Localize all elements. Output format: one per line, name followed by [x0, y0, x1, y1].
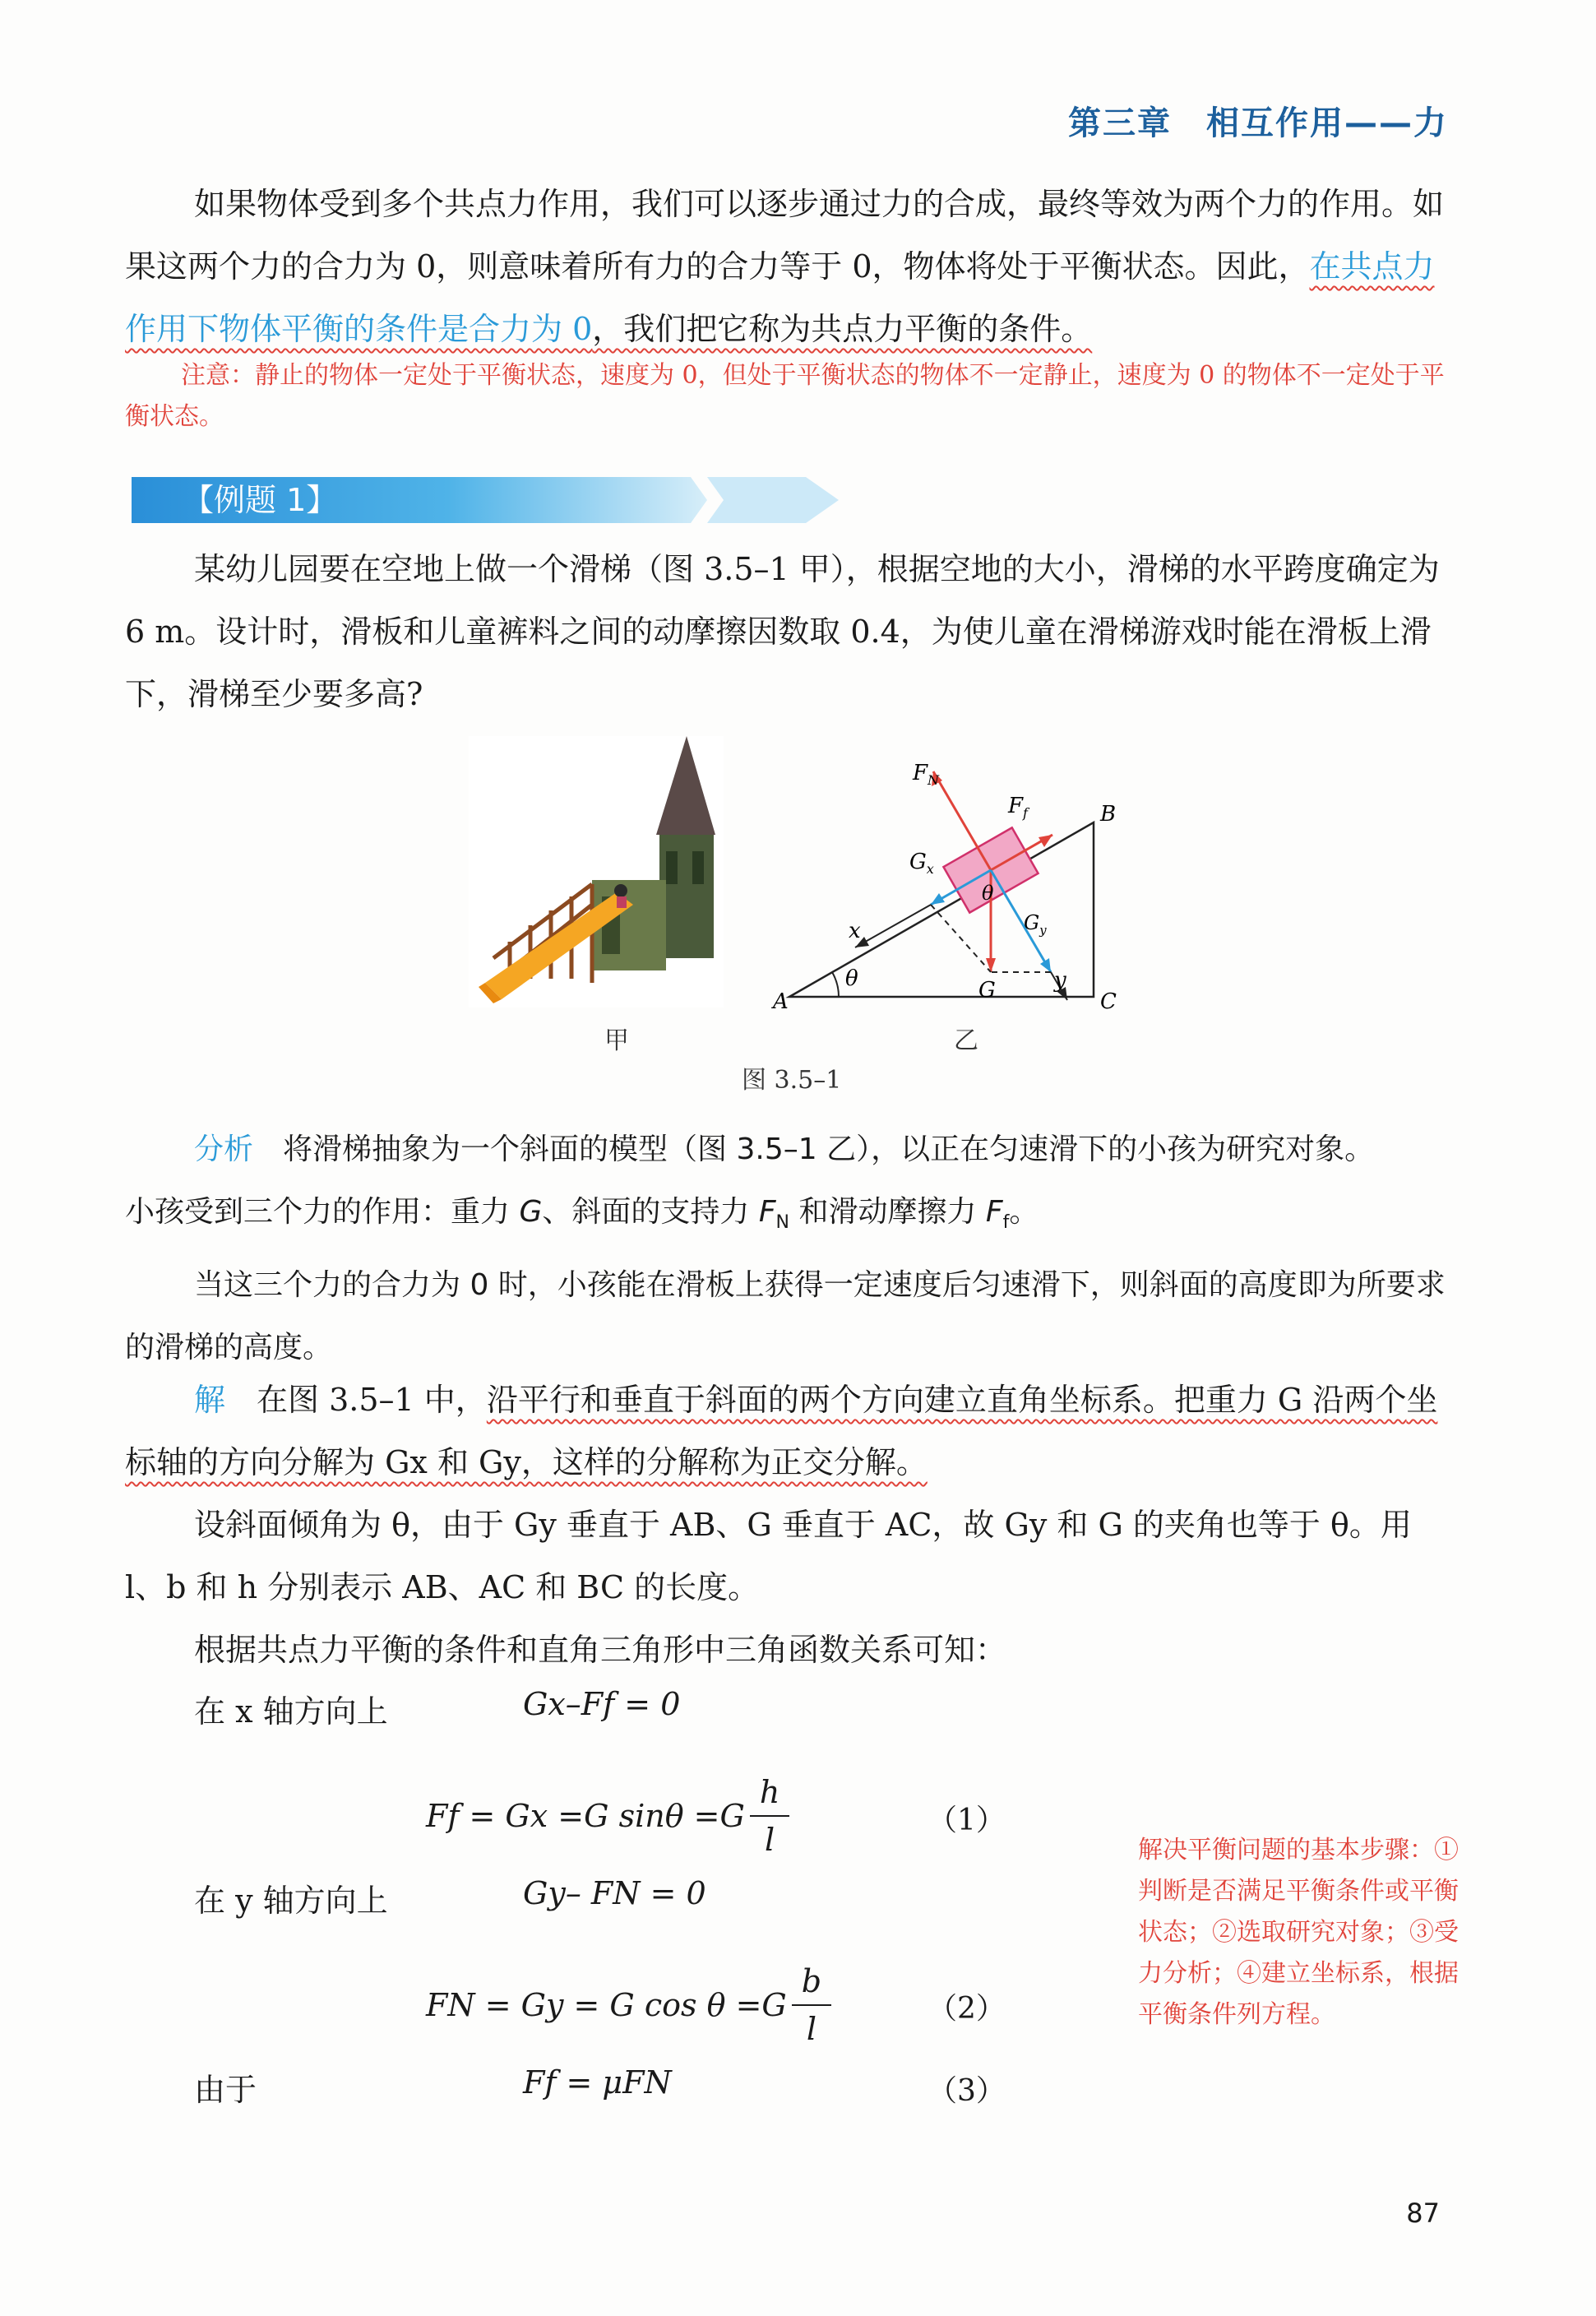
solution-s1-a: 在图 3.5–1 中， [257, 1382, 487, 1418]
label-FN: $F_N$ [913, 761, 940, 788]
since-label: 由于 [194, 2072, 257, 2108]
label-B: B [1100, 802, 1117, 827]
solution-s2: 设斜面倾角为 θ，由于 Gy 垂直于 AB、G 垂直于 AC，故 Gy 和 G 的夹角也等于 θ。用 l、b 和 h 分别表示 AB、AC 和 BC 的长度。 [125, 1507, 1412, 1605]
slide-photo [469, 736, 724, 1007]
analysis-keyword: 分析 [194, 1133, 254, 1166]
example-label: 【例题 1】 [183, 482, 338, 518]
figure-label-right: 乙 [954, 1026, 978, 1055]
solution-section [125, 1369, 1457, 1681]
equation-1: Ff = Gx =G sinθ =G $\frac{h}{l}$ [426, 1775, 789, 1857]
label-Gx: $G_x$ [909, 850, 934, 877]
intro-tail: ，我们把它称为共点力平衡的条件。 [592, 311, 1093, 347]
solution-s1-wavy2: 坐标轴的方向分解为 Gx 和 Gy，这样的分解称为正交分解。 [125, 1382, 1438, 1480]
example-banner [132, 477, 839, 523]
force-diagram [756, 757, 1135, 1020]
example-problem [125, 538, 1457, 725]
angle-arc [832, 972, 839, 997]
intro-text: 如果物体受到多个共点力作用，我们可以逐步通过力的合成，最终等效为两个力的作用。如果这两个力的合力为 0，则意味着所有力的合力等于 0，物体将处于平衡状态。因此， [125, 186, 1445, 285]
analysis-p3: 当这三个力的合力为 0 时，小孩能在滑板上获得一定速度后匀速滑下，则斜面的高度即为所要求的滑梯的高度。 [125, 1268, 1446, 1365]
x-axis-label: 在 x 轴方向上 [194, 1693, 388, 1730]
label-theta-angle: θ [845, 966, 858, 991]
label-y-axis: y [1054, 968, 1066, 993]
analysis-section [125, 1119, 1457, 1379]
page-number: 87 [1406, 2198, 1440, 2229]
example-problem-text: 某幼儿园要在空地上做一个滑梯（图 3.5–1 甲），根据空地的大小，滑梯的水平跨度确定为 6 m。设计时，滑板和儿童裤料之间的动摩擦因数取 0.4，为使儿童在滑梯游戏时能在滑板上滑下，滑梯至少要多高? [125, 551, 1440, 712]
equation-3-number: （3） [928, 2074, 1006, 2108]
equation-3: Ff = μFN [523, 2064, 672, 2101]
chapter-header: 第三章 相互作用——力 [1068, 104, 1448, 142]
y-axis-equation: Gy– FN = 0 [523, 1875, 706, 1911]
figure-caption: 图 3.5–1 [742, 1066, 842, 1095]
equation-2-number: （2） [928, 1992, 1006, 2026]
analysis-p2: 小孩受到三个力的作用：重力 G、斜面的支持力 $F_N$ 和滑动摩擦力 $F_f$。 [125, 1195, 1039, 1234]
solution-keyword: 解 [194, 1382, 226, 1418]
equation-2-fraction: $\frac{b}{l}$ [792, 1963, 831, 2047]
intro-paragraph [125, 173, 1457, 360]
x-axis-equation: Gx–Ff = 0 [523, 1686, 681, 1722]
label-G: G [978, 978, 996, 1003]
label-x-axis: x [849, 919, 861, 943]
label-theta-block: θ [982, 882, 994, 905]
attention-note: 注意：静止的物体一定处于平衡状态，速度为 0，但处于平衡状态的物体不一定静止，速度为 0 的物体不一定处于平衡状态。 [125, 361, 1445, 431]
side-note: 解决平衡问题的基本步骤：①判断是否满足平衡条件或平衡状态；②选取研究对象；③受力分析；④建立坐标系，根据平衡条件列方程。 [1138, 1836, 1459, 2029]
equation-2: FN = Gy = G cos θ =G $\frac{b}{l}$ [426, 1964, 831, 2046]
figure-label-left: 甲 [604, 1026, 629, 1055]
equilibrium-condition-highlight: 在共点力作用下物体平衡的条件是合力为 0 [125, 248, 1435, 347]
equation-1-fraction: $\frac{h}{l}$ [750, 1774, 789, 1858]
incline-triangle [789, 822, 1094, 997]
label-A: A [773, 989, 789, 1014]
solution-s3: 根据共点力平衡的条件和直角三角形中三角函数关系可知： [194, 1632, 1007, 1668]
analysis-p1: 将滑梯抽象为一个斜面的模型（图 3.5–1 乙），以正在匀速滑下的小孩为研究对象。 [283, 1133, 1375, 1166]
equation-1-number: （1） [928, 1804, 1006, 1837]
label-C: C [1100, 989, 1117, 1014]
solution-s1-wavy1: 沿平行和垂直于斜面的两个方向建立直角坐标系。把重力 G 沿两个 [486, 1382, 1407, 1418]
label-Ff: $F_f$ [1008, 794, 1028, 821]
y-axis-label: 在 y 轴方向上 [194, 1883, 388, 1919]
label-Gy: $G_y$ [1024, 911, 1047, 938]
